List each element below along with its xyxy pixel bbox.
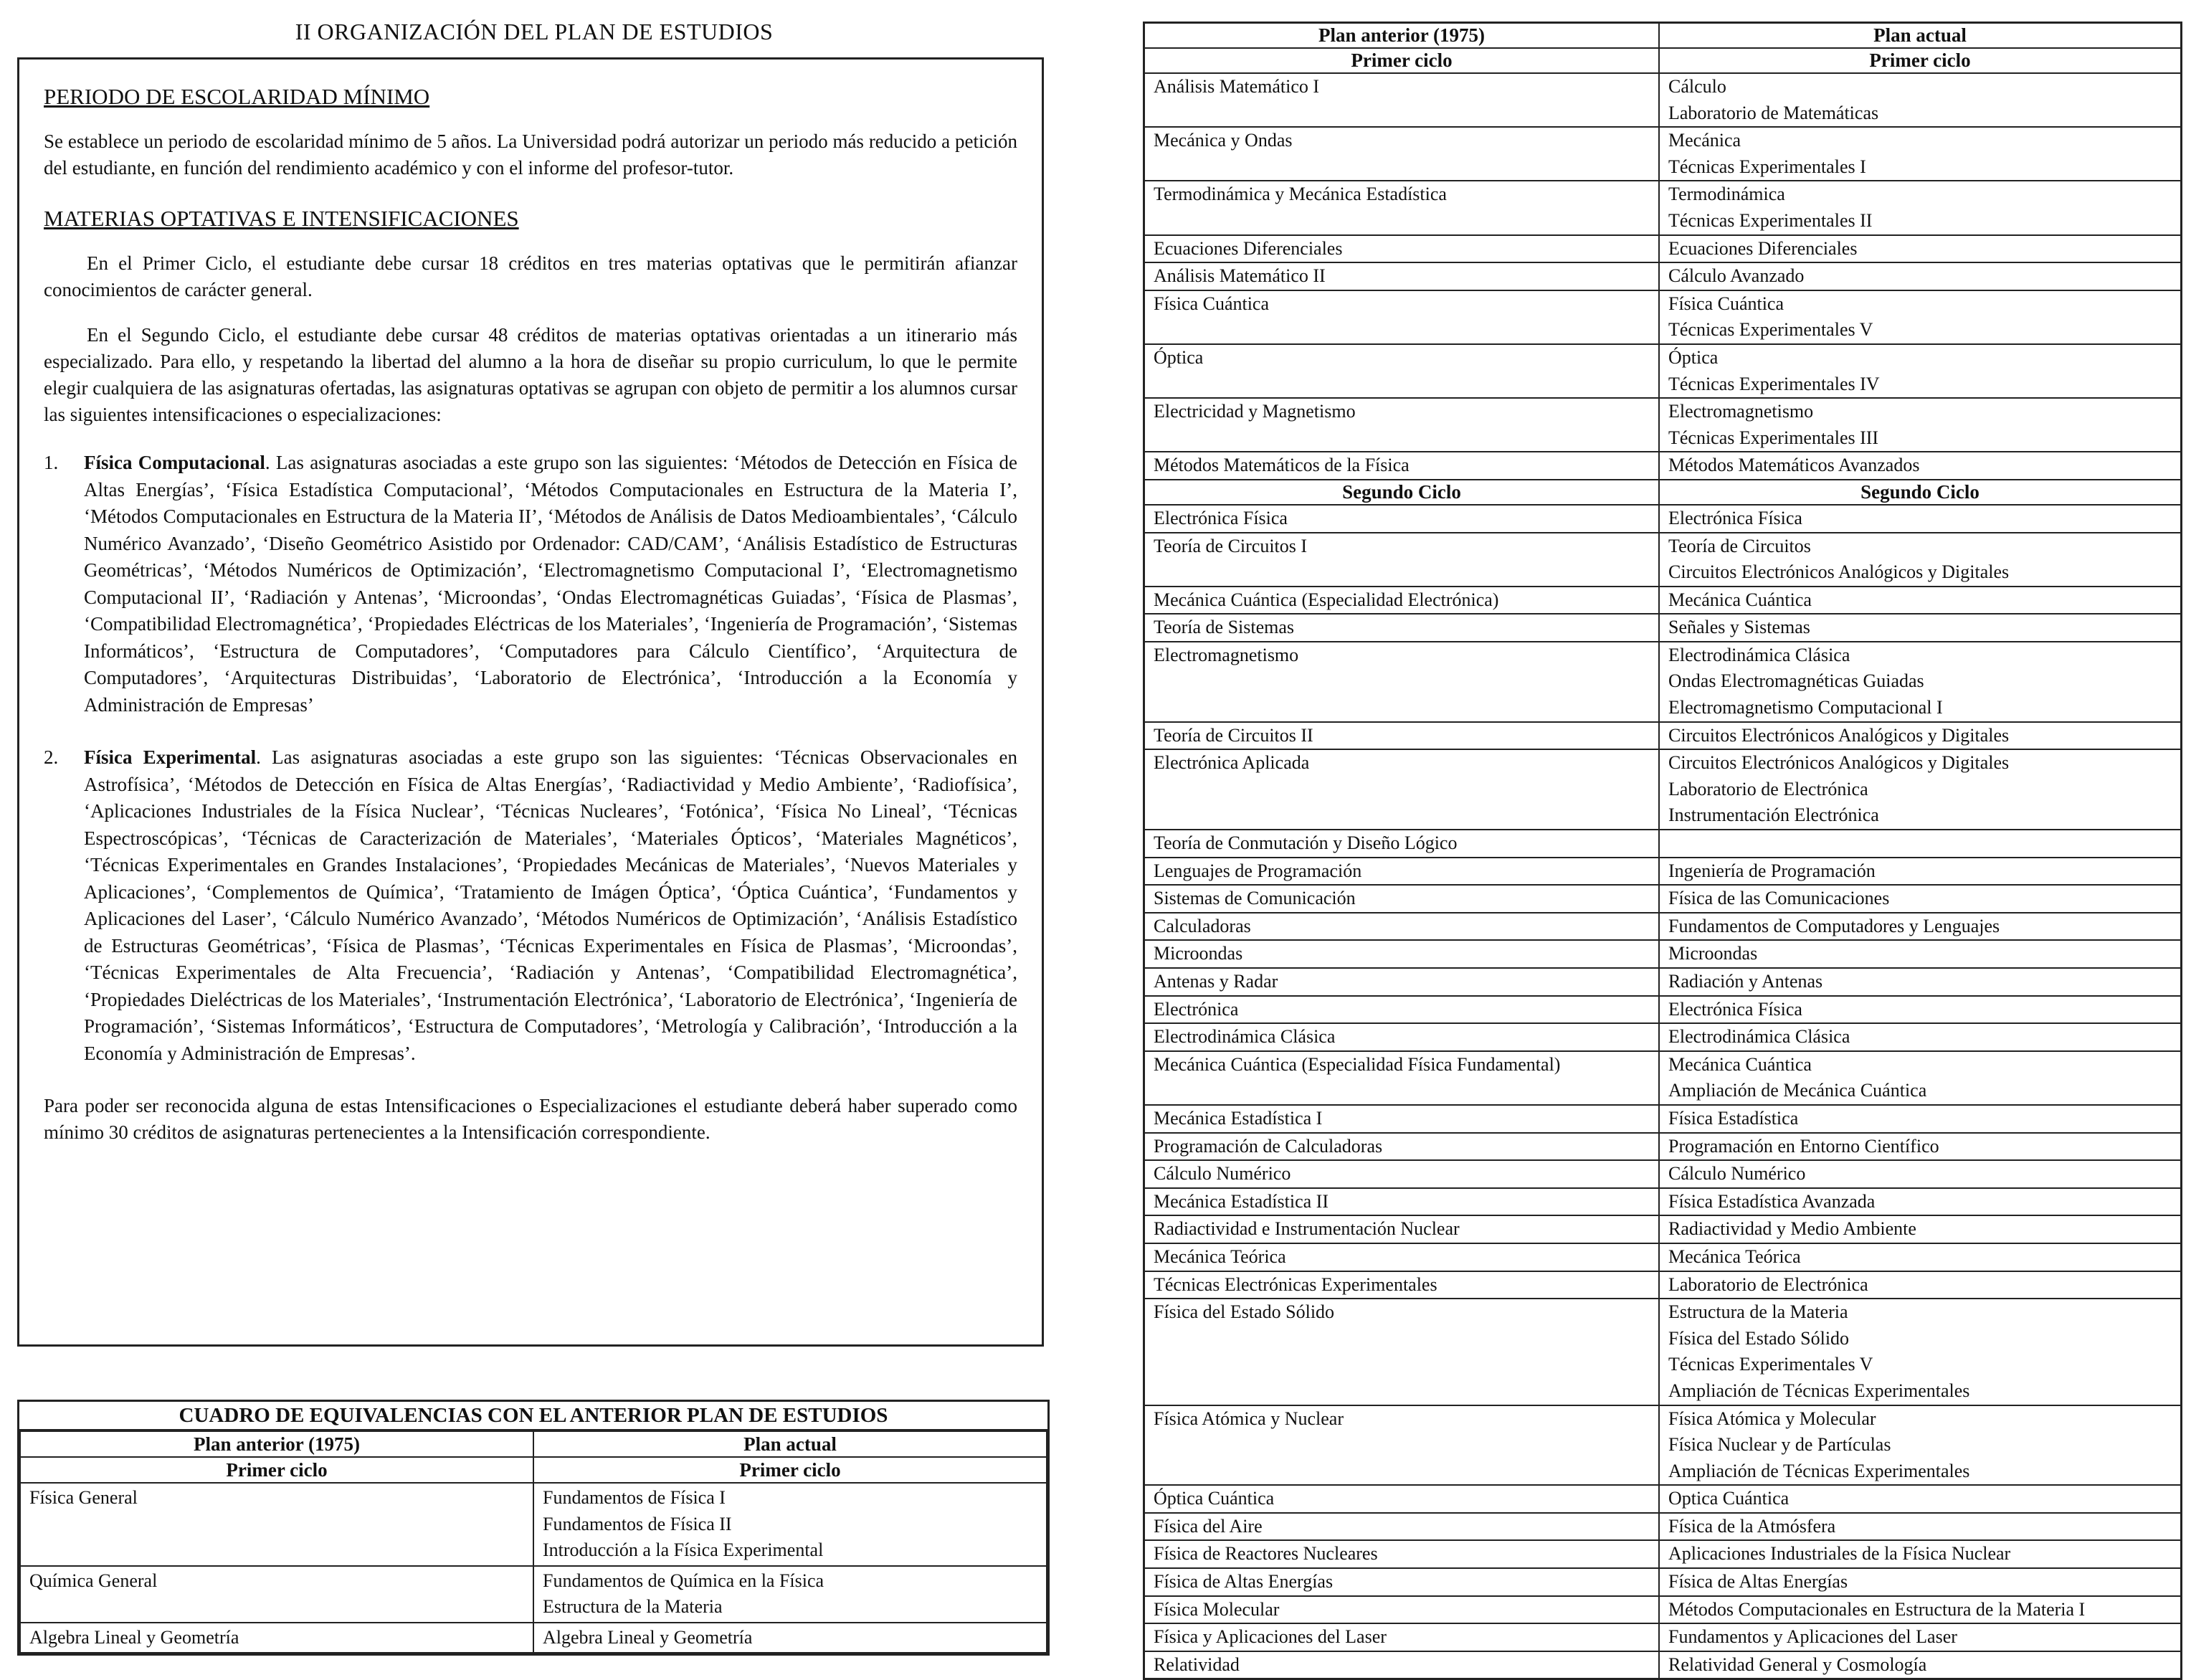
list-number: 1. [44,452,59,473]
old-subject-cell: Física Atómica y Nuclear [1144,1405,1660,1486]
new-subject: Física Nuclear y de Partículas [1668,1434,1891,1456]
new-subject: Ampliación de Técnicas Experimentales [1668,1460,1970,1481]
table-row [1144,1243,2182,1271]
new-subjects-cell [1659,262,2182,290]
new-subjects-cell [1659,1623,2182,1651]
new-subjects-cell [1659,73,2182,127]
new-subjects-cell [533,1483,1047,1566]
new-subject: Técnicas Experimentales I [1668,156,1866,177]
table-row [1144,642,2182,722]
table-row [1144,858,2182,886]
old-subject-cell: Análisis Matemático I [1144,73,1660,127]
table-row [1144,1651,2182,1679]
table-row [1144,968,2182,996]
list-item [44,744,1017,1067]
new-subject: Física de Altas Energías [1668,1571,1848,1593]
new-subjects-cell [1659,1105,2182,1133]
table-row [1144,1596,2182,1624]
organization-box [17,57,1044,1347]
new-subjects-cell [1659,181,2182,234]
table-row [1144,722,2182,750]
table-row [1144,1485,2182,1513]
cycle-row [20,1457,1047,1483]
intensificaciones-list [44,450,1017,1067]
old-subject-cell: Mecánica y Ondas [1144,127,1660,181]
equivalencias-table [19,1430,1047,1653]
table-row [1144,290,2182,344]
table-row [1144,533,2182,587]
cycle-label-new: Primer ciclo [1659,48,2182,73]
new-subjects-cell [1659,290,2182,344]
new-subject: Electrónica Física [1668,998,1802,1020]
table-row [1144,1215,2182,1243]
table-row [1144,1133,2182,1161]
table-row [1144,885,2182,913]
new-subjects-cell [1659,587,2182,614]
new-subject: Métodos Matemáticos Avanzados [1668,455,1920,476]
new-subject: Técnicas Experimentales V [1668,319,1873,341]
new-subject: Estructura de la Materia [1668,1301,1848,1323]
new-subjects-cell [1659,1405,2182,1486]
new-subject [1668,830,2172,857]
table-row [1144,505,2182,533]
new-subject: Cálculo Avanzado [1668,265,1805,287]
column-header-old: Plan anterior (1975) [1144,23,1660,49]
new-subjects-cell [1659,452,2182,480]
new-subjects-cell [1659,1133,2182,1161]
old-subject-cell: Mecánica Cuántica (Especialidad Electrónica) [1144,587,1660,614]
table-row [1144,1299,2182,1405]
new-subjects-cell [1659,1051,2182,1105]
new-subject: Física Cuántica [1668,293,1784,314]
column-header-old: Plan anterior (1975) [20,1431,533,1457]
new-subjects-cell [1659,1596,2182,1624]
new-subject: Técnicas Experimentales III [1668,427,1879,448]
new-subject: Teoría de Circuitos [1668,535,1811,556]
table-row [1144,996,2182,1024]
new-subject: Termodinámica [1668,184,1785,205]
equivalencias-table-continued [1143,22,2182,1680]
new-subject: Laboratorio de Electrónica [1668,778,1868,799]
cycle-row [1144,480,2182,505]
new-subject: Laboratorio de Matemáticas [1668,102,1879,123]
new-subject: Circuitos Electrónicos Analógicos y Digitales [1668,752,2010,774]
new-subject: Ampliación de Mecánica Cuántica [1668,1080,1927,1101]
old-subject-cell: Técnicas Electrónicas Experimentales [1144,1271,1660,1299]
new-subject: Relatividad General y Cosmología [1668,1653,1927,1675]
new-subject: Radiactividad y Medio Ambiente [1668,1218,1916,1240]
old-subject-cell: Antenas y Radar [1144,968,1660,996]
equivalencias-box [17,1400,1050,1656]
left-page [0,0,1090,1648]
table-row [20,1483,1047,1566]
column-header-new: Plan actual [533,1431,1047,1457]
new-subjects-cell [1659,235,2182,263]
equivalencias-body [1144,48,2182,1679]
new-subjects-cell [1659,1243,2182,1271]
old-subject-cell: Teoría de Conmutación y Diseño Lógico [1144,830,1660,858]
old-subject-cell: Algebra Lineal y Geometría [20,1623,533,1653]
table-row [1144,262,2182,290]
cycle-label-new: Segundo Ciclo [1659,480,2182,505]
list-number: 2. [44,746,59,768]
new-subject: Física de las Comunicaciones [1668,888,1890,909]
new-subjects-cell [1659,968,2182,996]
new-subject: Electrónica Física [1668,507,1802,528]
table-row [1144,830,2182,858]
new-subjects-cell [1659,722,2182,750]
table-row [1144,452,2182,480]
old-subject-cell: Teoría de Circuitos I [1144,533,1660,587]
table-row [20,1566,1047,1623]
table-row [1144,1271,2182,1299]
new-subject: Cálculo [1668,76,1726,97]
list-item [44,450,1017,718]
table-row [1144,1188,2182,1216]
new-subject: Estructura de la Materia [543,1596,723,1617]
old-subject-cell: Mecánica Estadística I [1144,1105,1660,1133]
new-subjects-cell [1659,885,2182,913]
new-subject: Técnicas Experimentales II [1668,209,1873,231]
new-subjects-cell [1659,996,2182,1024]
table-row [1144,235,2182,263]
new-subjects-cell [1659,1513,2182,1541]
intensificacion-name: Física Experimental [84,746,257,768]
new-subject: Circuitos Electrónicos Analógicos y Digitales [1668,724,2010,746]
column-header-new: Plan actual [1659,23,2182,49]
cycle-label-new: Primer ciclo [533,1457,1047,1483]
old-subject-cell: Física General [20,1483,533,1566]
old-subject-cell: Electromagnetismo [1144,642,1660,722]
new-subject: Mecánica Cuántica [1668,589,1812,610]
new-subject: Algebra Lineal y Geometría [543,1626,753,1648]
new-subject: Introducción a la Física Experimental [543,1539,824,1560]
table-row [1144,913,2182,941]
new-subject: Mecánica [1668,130,1741,151]
old-subject-cell: Microondas [1144,940,1660,968]
new-subjects-cell [533,1566,1047,1623]
new-subject: Optica Cuántica [1668,1488,1790,1509]
old-subject-cell: Mecánica Cuántica (Especialidad Física Fundamental) [1144,1051,1660,1105]
old-subject-cell: Física Molecular [1144,1596,1660,1624]
old-subject-cell: Física Cuántica [1144,290,1660,344]
old-subject-cell: Electrónica [1144,996,1660,1024]
cycle-label-old: Segundo Ciclo [1144,480,1660,505]
table-row [1144,1568,2182,1596]
new-subjects-cell [533,1623,1047,1653]
page-heading: II ORGANIZACIÓN DEL PLAN DE ESTUDIOS [295,19,774,44]
new-subject: Física Estadística [1668,1107,1799,1129]
new-subjects-cell [1659,1023,2182,1051]
new-subjects-cell [1659,1299,2182,1405]
new-subject: Ingeniería de Programación [1668,860,1876,881]
table-row [1144,1623,2182,1651]
table-row [1144,940,2182,968]
old-subject-cell: Física del Aire [1144,1513,1660,1541]
new-subject: Instrumentación Electrónica [1668,805,1879,826]
new-subjects-cell [1659,1568,2182,1596]
table-row [1144,1160,2182,1188]
intensificacion-name: Física Computacional [84,452,265,473]
table-row [20,1623,1047,1653]
new-subjects-cell [1659,642,2182,722]
old-subject-cell: Calculadoras [1144,913,1660,941]
old-subject-cell: Electrónica Física [1144,505,1660,533]
intensificacion-text: . Las asignaturas asociadas a este grupo son las siguientes: ‘Técnicas Observacionales en Astrofísica’, ‘Métodos de Detección en Física de Altas Energías’, ‘Radiactividad y Medio Ambiente’, ‘Radiofísica’, ‘Aplicaciones Industriales de la Física Nuclear’, ‘Técnicas Nucleares’, ‘Fotónica’, ‘Física No Lineal’, ‘Técnicas Espectroscópicas’, ‘Técnicas de Caracterización de Materiales’, ‘Materiales Ópticos’, ‘Materiales Magnéticos’, ‘Técnicas Experimentales en Grandes Instalaciones’, ‘Propiedades Mecánicas de Materiales’, ‘Nuevos Materiales y Aplicaciones’, ‘Complementos de Química’, ‘Tratamiento de Imágen Óptica’, ‘Óptica Cuántica’, ‘Fundamentos y Aplicaciones del Laser’, ‘Cálculo Numérico Avanzado’, ‘Métodos Numéricos de Optimización’, ‘Análisis Estadístico de Estructuras Geométricas’, ‘Física de Plasmas’, ‘Técnicas Experimentales en Física de Plasmas’, ‘Microondas’, ‘Técnicas Experimentales de Alta Frecuencia’, ‘Radiación y Antenas’, ‘Compatibilidad Electromagnética’, ‘Propiedades Dieléctricas de los Materiales’, ‘Instrumentación Electrónica’, ‘Laboratorio de Electrónica’, ‘Ingeniería de Programación’, ‘Sistemas Informáticos’, ‘Estructura de Computadores’, ‘Metrología y Calibración’, ‘Introducción a la Economía y Administración de Empresas’. [84,746,1017,1064]
table-header-row [20,1431,1047,1457]
new-subject: Cálculo Numérico [1668,1163,1806,1185]
table-row [1144,1105,2182,1133]
old-subject-cell: Lenguajes de Programación [1144,858,1660,886]
materias-title: MATERIAS OPTATIVAS E INTENSIFICACIONES [44,206,519,231]
new-subject: Física del Estado Sólido [1668,1327,1850,1349]
new-subject: Radiación y Antenas [1668,971,1823,992]
new-subject: Fundamentos de Computadores y Lenguajes [1668,915,2000,936]
new-subject: Técnicas Experimentales V [1668,1354,1873,1375]
new-subject: Electrodinámica Clásica [1668,644,1850,665]
cycle-label-old: Primer ciclo [1144,48,1660,73]
old-subject-cell: Termodinámica y Mecánica Estadística [1144,181,1660,234]
new-subject: Física Estadística Avanzada [1668,1190,1876,1212]
table-row [1144,73,2182,127]
new-subject: Programación en Entorno Científico [1668,1135,1939,1157]
new-subject: Mecánica Teórica [1668,1245,1801,1267]
new-subjects-cell [1659,1485,2182,1513]
new-subject: Fundamentos de Física I [543,1487,726,1508]
table-row [1144,749,2182,830]
old-subject-cell: Programación de Calculadoras [1144,1133,1660,1161]
new-subjects-cell [1659,1651,2182,1679]
intensificacion-text: . Las asignaturas asociadas a este grupo son las siguientes: ‘Métodos de Detección en Física de Altas Energías’, ‘Física Estadística Computacional’, ‘Métodos Computacionales en Estructura de la Materia I’, ‘Métodos Computacionales en Estructura de la Materia II’, ‘Métodos de Análisis de Datos Medioambientales’, ‘Cálculo Numérico Avanzado’, ‘Diseño Geométrico Asistido por Ordenador: CAD/CAM’, ‘Análisis Estadístico de Estructuras Geométricas’, ‘Métodos Numéricos de Optimización’, ‘Electromagnetismo Computacional I’, ‘Electromagnetismo Computacional II’, ‘Radiación y Antenas’, ‘Microondas’, ‘Ondas Electromagnéticas Guiadas’, ‘Física de Plasmas’, ‘Compatibilidad Electromagnética’, ‘Propiedades Eléctricas de los Materiales’, ‘Ingeniería de Programación’, ‘Sistemas Informáticos’, ‘Estructura de Computadores’, ‘Computadores para Cálculo Científico’, ‘Arquitectura de Computadores’, ‘Arquitecturas Distribuidas’, ‘Laboratorio de Electrónica’, ‘Introducción a la Economía y Administración de Empresas’ [84,452,1017,716]
new-subjects-cell [1659,344,2182,398]
new-subjects-cell [1659,1188,2182,1216]
new-subjects-cell [1659,858,2182,886]
materias-para-2: En el Segundo Ciclo, el estudiante debe cursar 48 créditos de materias optativas orientadas a un itinerario más especializado. Para ello, y respetando la libertad del alumno a la hora de diseñar su propio curriculum, lo que le permite elegir cualquiera de las asignaturas ofertadas, las asignaturas optativas se agrupan con objeto de permitir a los alumnos cursar las siguientes intensificaciones o especializaciones: [44,324,1017,425]
new-subject: Métodos Computacionales en Estructura de la Materia I [1668,1598,2086,1620]
old-subject-cell: Relatividad [1144,1651,1660,1679]
table-row [1144,181,2182,234]
new-subject: Microondas [1668,943,1758,964]
old-subject-cell: Electrónica Aplicada [1144,749,1660,830]
old-subject-cell: Cálculo Numérico [1144,1160,1660,1188]
new-subjects-cell [1659,1215,2182,1243]
new-subjects-cell [1659,1160,2182,1188]
new-subjects-cell [1659,505,2182,533]
table-row [1144,1051,2182,1105]
cycle-row [1144,48,2182,73]
new-subject: Electromagnetismo [1668,401,1814,422]
new-subject: Óptica [1668,346,1719,368]
old-subject-cell: Óptica Cuántica [1144,1485,1660,1513]
table-row [1144,1023,2182,1051]
new-subjects-cell [1659,533,2182,587]
new-subject: Física de la Atmósfera [1668,1515,1836,1537]
new-subject: Electromagnetismo Computacional I [1668,697,1943,718]
table-row [1144,614,2182,642]
new-subjects-cell [1659,614,2182,642]
old-subject-cell: Análisis Matemático II [1144,262,1660,290]
new-subject: Física Atómica y Molecular [1668,1408,1876,1429]
table-row [1144,587,2182,614]
old-subject-cell: Electrodinámica Clásica [1144,1023,1660,1051]
old-subject-cell: Química General [20,1566,533,1623]
right-page [1143,0,2191,1675]
old-subject-cell: Física y Aplicaciones del Laser [1144,1623,1660,1651]
new-subject: Técnicas Experimentales IV [1668,373,1880,394]
periodo-title: PERIODO DE ESCOLARIDAD MÍNIMO [44,84,430,109]
new-subjects-cell [1659,398,2182,452]
old-subject-cell: Sistemas de Comunicación [1144,885,1660,913]
table-row [1144,1513,2182,1541]
table-row [1144,127,2182,181]
table-header-row [1144,23,2182,49]
new-subject: Aplicaciones Industriales de la Física Nuclear [1668,1543,2011,1565]
new-subject: Fundamentos de Física II [543,1513,732,1534]
old-subject-cell: Ecuaciones Diferenciales [1144,235,1660,263]
new-subjects-cell [1659,749,2182,830]
old-subject-cell: Mecánica Estadística II [1144,1188,1660,1216]
new-subject: Ondas Electromagnéticas Guiadas [1668,670,1924,692]
periodo-text: Se establece un periodo de escolaridad mínimo de 5 años. La Universidad podrá autorizar un periodo más reducido a petición del estudiante, en función del rendimiento académico y con el informe del profesor-tutor. [44,130,1017,179]
cycle-label-old: Primer ciclo [20,1457,533,1483]
new-subjects-cell [1659,1540,2182,1568]
closing-text: Para poder ser reconocida alguna de estas Intensificaciones o Especializaciones el estudiante deberá haber superado como mínimo 30 créditos de asignaturas pertenecientes a la Intensificación correspondiente. [44,1095,1017,1143]
old-subject-cell: Física de Altas Energías [1144,1568,1660,1596]
new-subject: Circuitos Electrónicos Analógicos y Digitales [1668,561,2010,583]
new-subjects-cell [1659,940,2182,968]
new-subjects-cell [1659,127,2182,181]
materias-para-1: En el Primer Ciclo, el estudiante debe cursar 18 créditos en tres materias optativas que le permitirán afianzar conocimientos de carácter general. [44,252,1017,300]
table-row [1144,398,2182,452]
old-subject-cell: Electricidad y Magnetismo [1144,398,1660,452]
new-subject: Fundamentos de Química en la Física [543,1570,824,1591]
old-subject-cell: Física de Reactores Nucleares [1144,1540,1660,1568]
new-subject: Señales y Sistemas [1668,617,1810,638]
old-subject-cell: Óptica [1144,344,1660,398]
new-subjects-cell [1659,830,2182,858]
new-subject: Laboratorio de Electrónica [1668,1273,1868,1295]
table-row [1144,1540,2182,1568]
new-subject: Fundamentos y Aplicaciones del Laser [1668,1626,1957,1648]
new-subject: Mecánica Cuántica [1668,1053,1812,1075]
old-subject-cell: Física del Estado Sólido [1144,1299,1660,1405]
old-subject-cell: Teoría de Circuitos II [1144,722,1660,750]
old-subject-cell: Radiactividad e Instrumentación Nuclear [1144,1215,1660,1243]
new-subject: Ecuaciones Diferenciales [1668,237,1858,259]
equivalencias-title: CUADRO DE EQUIVALENCIAS CON EL ANTERIOR PLAN DE ESTUDIOS [19,1402,1047,1430]
equivalencias-body [20,1483,1047,1653]
new-subject: Ampliación de Técnicas Experimentales [1668,1380,1970,1401]
table-row [1144,344,2182,398]
new-subjects-cell [1659,913,2182,941]
old-subject-cell: Métodos Matemáticos de la Física [1144,452,1660,480]
old-subject-cell: Teoría de Sistemas [1144,614,1660,642]
table-row [1144,1405,2182,1486]
new-subjects-cell [1659,1271,2182,1299]
new-subject: Electrodinámica Clásica [1668,1026,1850,1048]
old-subject-cell: Mecánica Teórica [1144,1243,1660,1271]
